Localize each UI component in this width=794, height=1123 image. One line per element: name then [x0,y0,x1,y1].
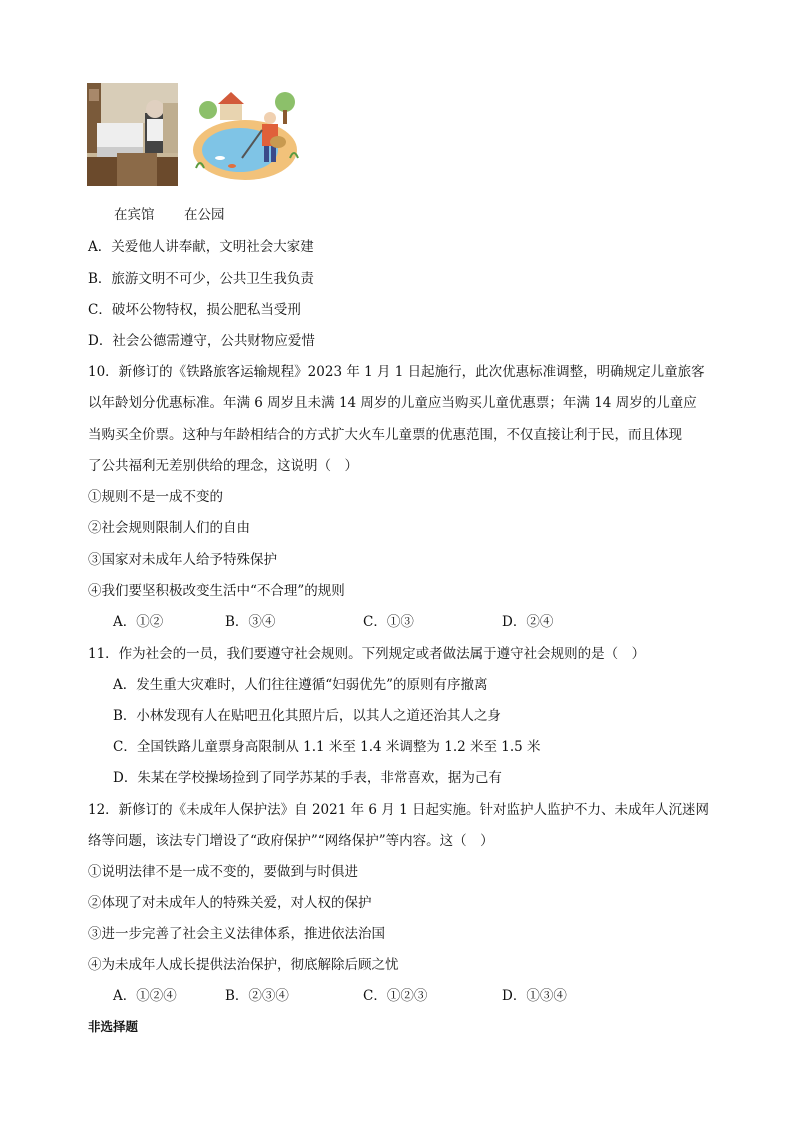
q10-stem-line-3: 当购买全价票。这种与年龄相结合的方式扩大火车儿童票的优惠范围，不仅直接让利于民，而且体现 [88,427,682,443]
section-heading: 非选择题 [88,1019,139,1034]
q11-option-d: D．朱某在学校操场捡到了同学苏某的手表，非常喜欢，据为己有 [113,770,502,786]
q12-choice-c: C．①②③ [363,988,428,1004]
q12-statement-3: ③进一步完善了社会主义法律体系，推进依法治国 [88,926,385,942]
q12-statement-2: ②体现了对未成年人的特殊关爱，对人权的保护 [88,895,372,911]
q11-stem: 11．作为社会的一员，我们要遵守社会规则。下列规定或者做法属于遵守社会规则的是（ ） [88,646,646,662]
q12-stem-line-2: 络等问题，该法专门增设了“政府保护”“网络保护”等内容。这（ ） [88,833,494,849]
q9-option-b: B．旅游文明不可少，公共卫生我负责 [88,271,314,287]
q9-option-a: A．关爱他人讲奉献，文明社会大家建 [88,239,314,255]
q10-choice-b: B．③④ [225,614,276,630]
hotel-photo [87,83,178,186]
q12-statement-4: ④为未成年人成长提供法治保护，彻底解除后顾之忧 [88,957,399,973]
q10-statement-3: ③国家对未成年人给予特殊保护 [88,552,277,568]
q12-choice-b: B．②③④ [225,988,289,1004]
hotel-caption: 在宾馆 [114,207,155,223]
park-caption: 在公园 [184,207,225,223]
q12-choice-a: A．①②④ [113,988,177,1004]
q11-option-b: B．小林发现有人在贴吧丑化其照片后，以其人之道还治其人之身 [113,708,501,724]
q9-option-c: C．破坏公物特权，损公肥私当受刑 [88,302,301,318]
q12-stem-line-1: 12．新修订的《未成年人保护法》自 2021 年 6 月 1 日起实施。针对监护人监护不力、未成年人沉迷网 [88,802,709,818]
q11-option-c: C．全国铁路儿童票身高限制从 1.1 米至 1.4 米调整为 1.2 米至 1.5 米 [113,739,541,755]
q10-stem-line-1: 10．新修订的《铁路旅客运输规程》2023 年 1 月 1 日起施行，此次优惠标准调整，明确规定儿童旅客 [88,364,705,380]
q12-statement-1: ①说明法律不是一成不变的，要做到与时俱进 [88,864,358,880]
q10-statement-2: ②社会规则限制人们的自由 [88,520,250,536]
q10-stem-line-2: 以年龄划分优惠标准。年满 6 周岁且未满 14 周岁的儿童应当购买儿童优惠票；年满 14 周岁的儿童应 [88,395,697,411]
q10-statement-1: ①规则不是一成不变的 [88,489,223,505]
q9-option-d: D．社会公德需遵守，公共财物应爱惜 [88,333,315,349]
q10-choice-c: C．①③ [363,614,414,630]
q10-statement-4: ④我们要坚积极改变生活中“不合理”的规则 [88,583,345,599]
q11-option-a: A．发生重大灾难时，人们往往遵循“妇弱优先”的原则有序撤离 [113,677,488,693]
park-cartoon [190,88,308,186]
q10-choice-a: A．①② [113,614,164,630]
q10-stem-line-4: 了公共福利无差别供给的理念，这说明（ ） [88,458,358,474]
q12-choice-d: D．①③④ [502,988,567,1004]
q10-choice-d: D．②④ [502,614,554,630]
